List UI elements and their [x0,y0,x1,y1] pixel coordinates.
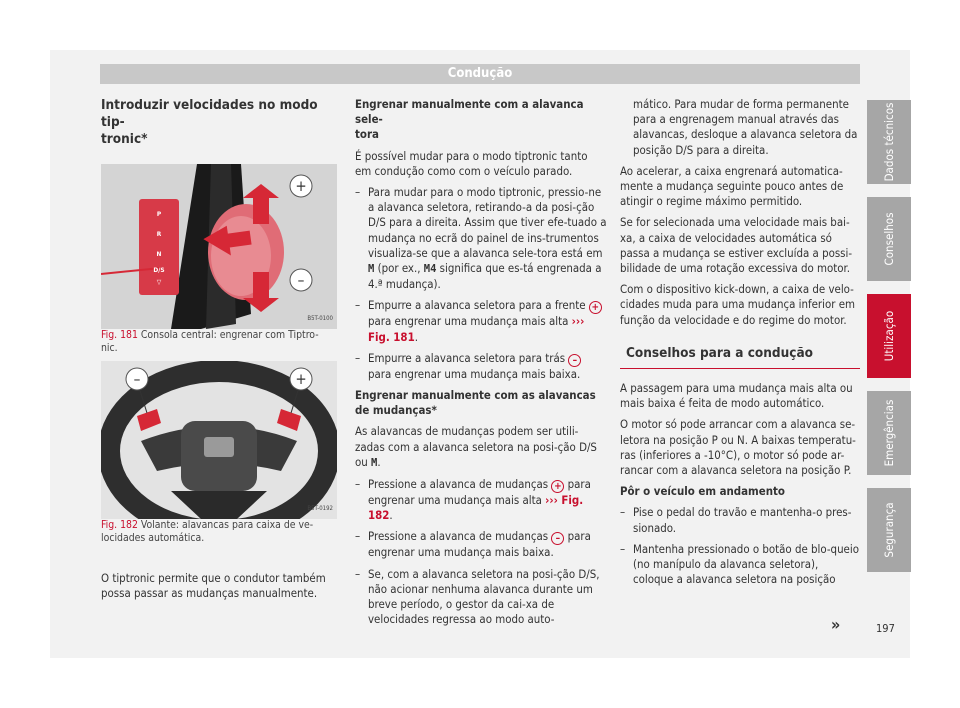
tab-utilizacao[interactable] [867,294,911,378]
text: (por ex., [374,261,424,276]
column-right [620,97,860,593]
figure-caption-text: Volante: alavancas para caixa de ve- locidades automática. [101,519,314,544]
text: Pressione a alavanca de mudanças [368,529,552,544]
figure-caption-text: Consola central: engrenar com Tiptro- nic. [101,329,319,354]
chapter-title: Condução [447,66,513,81]
paragraph: Com o dispositivo kick-down, a caixa de velo-cidades muda para uma mudança inferior em função da velocidade e do regime do motor. [620,282,856,327]
text: . [414,329,418,344]
fig182-minus-label: – [133,370,141,388]
paragraph: Ao acelerar, a caixa engrenará automatica-mente a mudança seguinte pouco antes de atingir o regime máximo permitido. [620,163,844,209]
figure-181 [101,164,337,329]
paragraph: É possível mudar para o modo tiptronic tanto em condução como com o veículo parado. [355,148,588,178]
fig181-minus-label: – [297,271,305,289]
list-item: – Pise o pedal do travão e mantenha-o pres-sionado. [620,505,860,535]
page-number: 197 [876,622,895,635]
figure-link[interactable]: ››› Fig. 182 [368,493,584,523]
intro-paragraph: O tiptronic permite que o condutor também possa passar as mudanças manualmente. [101,571,326,601]
gear-console-illustration [101,164,337,329]
paragraph: O motor só pode arrancar com a alavanca se-letora na posição P ou N. A baixas temperatu-ras (inferiores a -10°C), o motor só pode ar-rancar com a alavanca seletora na posição P. [620,417,856,478]
figure-number: Fig. 181 [101,329,138,341]
figure-link[interactable]: ››› Fig. 181 [368,314,585,344]
figure-181-caption [101,329,338,355]
fig181-plus-label: + [295,177,307,195]
gear-label-p: P [156,210,162,218]
tab-emergencias[interactable] [867,391,911,475]
display-symbol: M4 [423,263,437,276]
gear-label-r: R [156,230,162,238]
section-title: Introduzir velocidades no modo tip- tronic* [101,97,318,147]
list-item [355,298,607,344]
tab-conselhos[interactable] [867,197,911,281]
text: para engrenar uma mudança mais baixa. [368,529,591,560]
figure-182-caption [101,519,338,545]
text: . [389,508,393,523]
list-item [355,185,607,292]
text: para engrenar uma mudança mais alta [368,477,591,508]
display-symbol: M [371,456,378,469]
section-title-driving-tips: Conselhos para a condução [620,340,860,369]
tab-label: Dados técnicos [882,102,896,182]
paragraph [355,424,607,471]
paragraph: Se for selecionada uma velocidade mais bai-xa, a caixa de velocidades automática só passa a mudança se estiver excluída a possi-bilidade de uma rotação excessiva do motor. [620,215,853,276]
list-item-continued: mático. Para mudar de forma permanente para a engrenagem manual através das alavancas, desloque a alavanca seletora da posição D/S para a direita. [633,97,858,157]
text: significa que es-tá engrenada a 4.ª mudança). [368,261,602,292]
text: para engrenar uma mudança mais baixa. [368,366,581,381]
column-middle [355,97,607,633]
figure-number: Fig. 182 [101,519,138,531]
tab-dados-tecnicos[interactable] [867,100,911,184]
steering-wheel-illustration [101,361,337,519]
display-symbol: M [368,263,375,276]
subheading-paddles: Engrenar manualmente com as alavancas de mudanças* [355,388,596,418]
list-item [355,351,607,382]
minus-key-icon: – [568,354,581,367]
list-item [355,477,607,523]
list-item: – Se, com a alavanca seletora na posi-ção D/S, não acionar nenhuma alavanca durante um breve período, o gestor da cai-xa de velocidades regressa ao modo auto- [355,567,607,628]
gear-label-ds: D/S [153,266,165,274]
fig182-plus-label: + [295,370,307,388]
text: Empurre a alavanca seletora para a frente [368,298,586,313]
plus-key-icon: + [551,480,564,493]
figure-code: B5T-0100 [307,314,333,322]
text: Empurre a alavanca seletora para trás [368,350,569,365]
text: Para mudar para o modo tiptronic, pressio-ne a alavanca seletora, retirando-a da posi-ção D/S para a direita. Assim que tiver efe-tuado a mudança no ecrã do painel de ins-trumentos visualiza-se que a alavanca sele-tora está em [368,185,607,260]
text: para engrenar uma mudança mais alta [368,314,572,329]
subheading-start-moving: Pôr o veículo em andamento [620,484,785,499]
tab-label: Segurança [882,502,896,558]
continue-arrow-icon: » [831,615,841,634]
gear-label-triangle: ▽ [156,278,162,286]
paragraph: A passagem para uma mudança mais alta ou mais baixa é feita de modo automático. [620,381,853,411]
text: Pressione a alavanca de mudanças [368,477,552,492]
figure-182 [101,361,337,519]
tab-label: Utilização [882,310,896,362]
plus-key-icon: + [589,301,602,314]
chapter-header [100,64,860,84]
gear-label-n: N [156,250,162,258]
column-left [101,97,338,607]
tab-seguranca[interactable] [867,488,911,572]
list-item: – Mantenha pressionado o botão de blo-queio (no manípulo da alavanca seletora), coloque a alavanca seletora na posição [620,542,860,588]
list-item [355,529,607,560]
minus-key-icon: – [551,532,564,545]
tab-label: Conselhos [882,212,896,266]
text: As alavancas de mudanças podem ser utili-zadas com a alavanca seletora na posi-ção D/S ou [355,424,597,469]
figure-code: B5T-0192 [307,504,333,512]
subheading-selector-lever: Engrenar manualmente com a alavanca sele- tora [355,97,584,142]
text: . [377,454,381,469]
tab-label: Emergências [882,399,896,467]
